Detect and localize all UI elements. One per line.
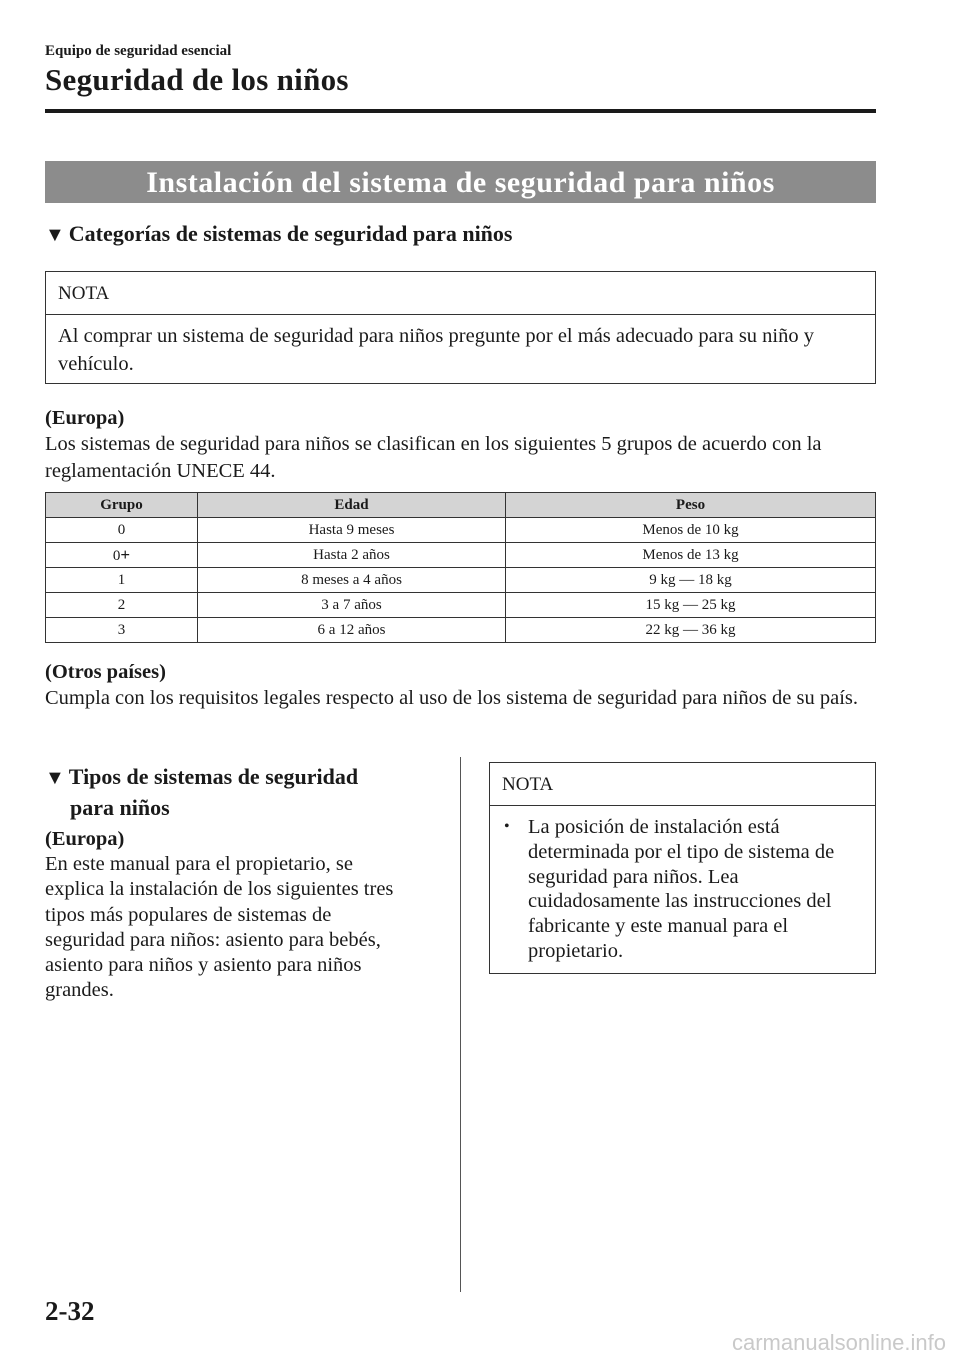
note-text: Al comprar un sistema de seguridad para niños pregunte por el más adecuado para su niño y vehículo. — [58, 325, 814, 375]
cell-edad: Hasta 2 años — [198, 543, 506, 568]
other-countries-text: Cumpla con los requisitos legales respecto al uso de los sistema de seguridad para niños de su país. — [45, 687, 858, 709]
cell-peso: 22 kg — 36 kg — [506, 618, 876, 643]
types-heading-line1: Tipos de sistemas de seguridad — [68, 764, 359, 789]
cell-grupo: 2 — [46, 593, 198, 618]
cell-grupo — [46, 543, 198, 568]
column-divider — [460, 757, 461, 1292]
categories-heading — [45, 221, 512, 247]
note-bullet-line: propietario. — [528, 939, 624, 962]
table-row — [46, 593, 876, 618]
cell-edad: Hasta 9 meses — [198, 518, 506, 543]
types-text-line: tipos más populares de sistemas de — [45, 903, 332, 926]
note-bullet-item — [490, 806, 875, 971]
types-text-line: grandes. — [45, 979, 114, 1002]
categories-heading-text: Categorías de sistemas de seguridad para niños — [68, 221, 513, 246]
table-header-row — [46, 493, 876, 518]
table-row — [46, 618, 876, 643]
table-row — [46, 543, 876, 568]
note-bullet-line: fabricante y este manual para el — [528, 915, 789, 938]
column-header-grupo: Grupo — [46, 493, 198, 518]
types-heading — [45, 762, 358, 822]
cell-edad: 6 a 12 años — [198, 618, 506, 643]
cell-grupo: 1 — [46, 568, 198, 593]
column-header-peso: Peso — [506, 493, 876, 518]
cell-edad: 8 meses a 4 años — [198, 568, 506, 593]
types-europe-label: (Europa) — [45, 828, 125, 850]
other-countries-label: (Otros países) — [45, 661, 166, 683]
column-header-edad: Edad — [198, 493, 506, 518]
types-text — [45, 852, 455, 1004]
note-bullet-line: La posición de instalación está — [528, 816, 780, 838]
note-label: NOTA — [46, 272, 875, 315]
europe-text: Los sistemas de seguridad para niños se clasifican en los siguientes 5 grupos de acuerdo con la reglamentación UNECE 44. — [45, 433, 822, 482]
note-label: NOTA — [490, 763, 875, 806]
cell-peso: Menos de 10 kg — [506, 518, 876, 543]
section-banner: Instalación del sistema de seguridad para niños — [45, 161, 876, 203]
note-box-right — [489, 762, 876, 974]
title-divider — [45, 109, 876, 113]
table-row — [46, 518, 876, 543]
types-text-line: asiento para niños y asiento para niños — [45, 954, 362, 977]
cell-grupo: 0 — [46, 518, 198, 543]
cell-peso: Menos de 13 kg — [506, 543, 876, 568]
cell-grupo: 3 — [46, 618, 198, 643]
bullet-icon: • — [504, 818, 510, 835]
breadcrumb: Equipo de seguridad esencial — [45, 43, 232, 59]
triangle-down-icon: ▼ — [45, 224, 65, 246]
types-heading-line2: para niños — [70, 795, 170, 820]
types-text-line: explica la instalación de los siguientes tres — [45, 878, 394, 901]
cell-grupo-number: 0 — [112, 548, 121, 564]
page-number: 2-32 — [45, 1296, 95, 1326]
note-box — [45, 271, 876, 384]
note-bullet-line: cuidadosamente las instrucciones del — [528, 890, 832, 913]
cell-peso: 9 kg — 18 kg — [506, 568, 876, 593]
note-bullet-line: determinada por el tipo de sistema de — [528, 840, 835, 863]
note-bullet-line: seguridad para niños. Lea — [528, 865, 739, 888]
types-text-line: seguridad para niños: asiento para bebés, — [45, 928, 381, 951]
watermark: carmanualsonline.info — [731, 1330, 946, 1355]
table-row — [46, 568, 876, 593]
types-text-line: En este manual para el propietario, se — [45, 853, 353, 875]
page-title: Seguridad de los niños — [45, 62, 349, 97]
note-bullet-text — [528, 815, 834, 964]
cell-edad: 3 a 7 años — [198, 593, 506, 618]
europe-label: (Europa) — [45, 407, 125, 429]
plus-icon: + — [120, 545, 131, 564]
groups-table — [45, 492, 876, 643]
triangle-down-icon: ▼ — [45, 767, 65, 789]
cell-peso: 15 kg — 25 kg — [506, 593, 876, 618]
